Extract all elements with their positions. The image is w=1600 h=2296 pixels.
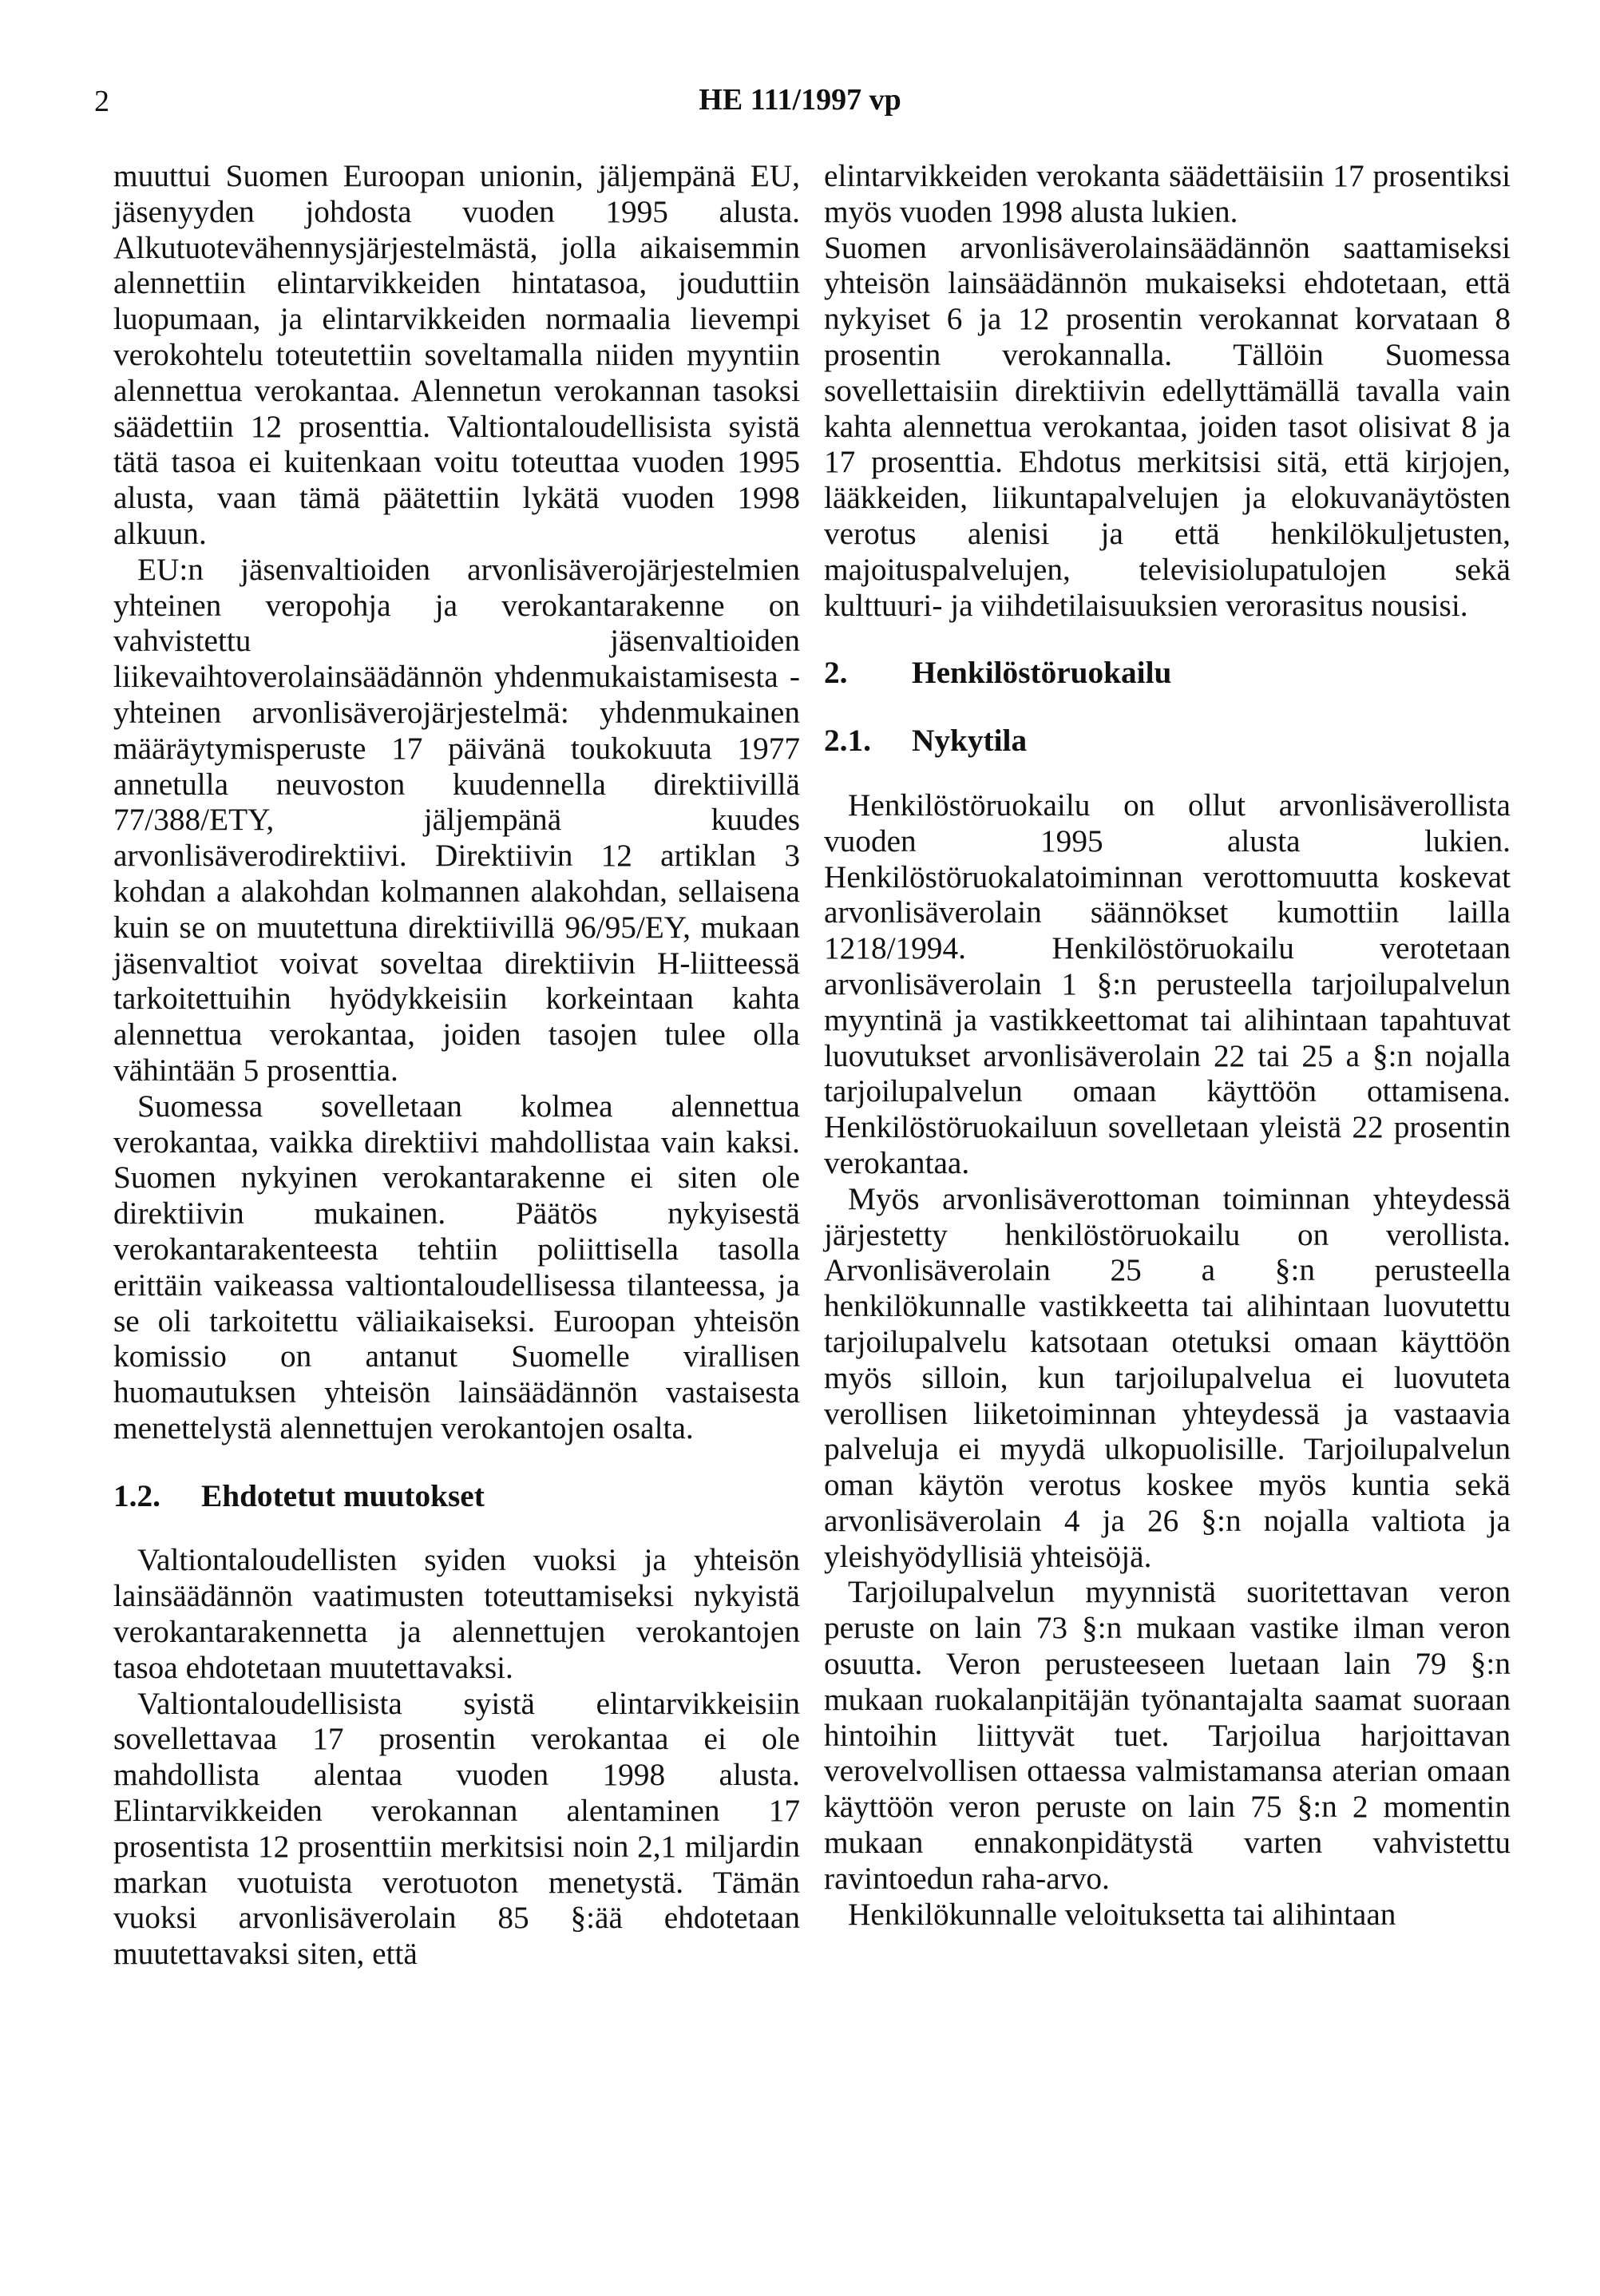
- paragraph: elintarvikkeiden verokanta säädettäisiin 17 prosentiksi myös vuoden 1998 alusta lukien.: [824, 158, 1511, 229]
- left-column: [113, 158, 800, 1972]
- paragraph: Henkilöstöruokailu on ollut arvonlisäverollista vuoden 1995 alusta lukien. Henkilöstöruokalatoiminnan verottomuutta koskevat arvonlisäverolain säännökset kumottiin lailla 1218/1994. Henkilöstöruokailu verotetaan arvonlisäverolain 1 §:n perusteella tarjoilupalvelun myyntinä ja vastikkeettomat tai alihintaan tapahtuvat luovutukset arvonlisäverolain 22 tai 25 a §:n nojalla tarjoilupalvelun omaan käyttöön ottamisena. Henkilöstöruokailuun sovelletaan yleistä 22 prosentin verokantaa.: [824, 787, 1511, 1180]
- paragraph: Henkilökunnalle veloituksetta tai alihintaan: [848, 1896, 1396, 1932]
- paragraph: Valtiontaloudellisista syistä elintarvikkeisiin sovellettavaa 17 prosentin verokantaa ei ole mahdollista alentaa vuoden 1998 alusta. Elintarvikkeiden verokannan alentaminen 17 prosentista 12 prosenttiin merkitsisi noin 2,1 miljardin markan vuotuista verotuoton menetystä. Tämän vuoksi arvonlisäverolain 85 §:ää ehdotetaan muutettavaksi siten, että: [113, 1685, 800, 1972]
- page-number: 2: [94, 85, 109, 118]
- paragraph: Valtiontaloudellisten syiden vuoksi ja yhteisön lainsäädännön vaatimusten toteuttamiseksi nykyistä verokantarakennetta ja alennettujen verokantojen tasoa ehdotetaan muutettavaksi.: [113, 1542, 800, 1685]
- heading-number: 2.1.: [824, 723, 871, 759]
- heading-number: 1.2.: [113, 1477, 160, 1513]
- section-heading-2-1: [824, 723, 1511, 759]
- paragraph: Myös arvonlisäverottoman toiminnan yhteydessä järjestetty henkilöstöruokailu on verollista. Arvonlisäverolain 25 a §:n perusteella henkilökunnalle vastikkeetta tai alihintaan luovutettu tarjoilupalvelu katsotaan otetuksi omaan käyttöön myös silloin, kun tarjoilupalvelua ei luovuteta verollisen liiketoiminnan yhteydessä ja vastaavia palveluja ei myydä ulkopuolisille. Tarjoilupalvelun oman käytön verotus koskee myös kuntia sekä arvonlisäverolain 4 ja 26 §:n nojalla valtiota ja yleishyödyllisiä yhteisöjä.: [824, 1180, 1511, 1574]
- heading-text: Nykytila: [912, 723, 1028, 759]
- paragraph: Suomen arvonlisäverolainsäädännön saattamiseksi yhteisön lainsäädännön mukaiseksi ehdotetaan, että nykyiset 6 ja 12 prosentin verokannat korvataan 8 prosentin verokannalla. Tällöin Suomessa sovellettaisiin direktiivin edellyttämällä tavalla vain kahta alennettua verokantaa, joiden tasot olisivat 8 ja 17 prosenttia. Ehdotus merkitsisi sitä, että kirjojen, lääkkeiden, liikuntapalvelujen ja elokuvanäytösten verotus alenisi ja että henkilökuljetusten, majoituspalvelujen, televisiolupatulojen sekä kulttuuri- ja viihdetilaisuuksien verorasitus nousisi.: [824, 229, 1511, 623]
- heading-text: Henkilöstöruokailu: [912, 655, 1172, 691]
- heading-number: 2.: [824, 655, 848, 691]
- right-column: [824, 158, 1511, 1932]
- paragraph: Suomessa sovelletaan kolmea alennettua verokantaa, vaikka direktiivi mahdollistaa vain kaksi. Suomen nykyinen verokantarakenne ei siten ole direktiivin mukainen. Päätös nykyisestä verokantarakenteesta tehtiin poliittisella tasolla erittäin vaikeassa valtiontaloudellisessa tilanteessa, ja se oli tarkoitettu väliaikaiseksi. Euroopan yhteisön komissio on antanut Suomelle virallisen huomautuksen yhteisön lainsäädännön vastaisesta menettelystä alennettujen verokantojen osalta.: [113, 1088, 800, 1445]
- section-heading-2: [824, 655, 1511, 691]
- paragraph: EU:n jäsenvaltioiden arvonlisäverojärjestelmien yhteinen veropohja ja verokantarakenne on vahvistettu jäsenvaltioiden liikevaihtoverolainsäädännön yhdenmukaistamisesta - yhteinen arvonlisäverojärjestelmä: yhdenmukainen määräytymisperuste 17 päivänä toukokuuta 1977 annetulla neuvoston kuudennella direktiivillä 77/388/ETY, jäljempänä kuudes arvonlisäverodirektiivi. Direktiivin 12 artiklan 3 kohdan a alakohdan kolmannen alakohdan, sellaisena kuin se on muutettuna direktiivillä 96/95/EY, mukaan jäsenvaltiot voivat soveltaa direktiivin H-liitteessä tarkoitettuihin hyödykkeisiin korkeintaan kahta alennettua verokantaa, joiden tasojen tulee olla vähintään 5 prosenttia.: [113, 551, 800, 1088]
- paragraph: Tarjoilupalvelun myynnistä suoritettavan veron peruste on lain 73 §:n mukaan vastike ilman veron osuutta. Veron perusteeseen luetaan lain 79 §:n mukaan ruokalanpitäjän työnantajalta saamat suoraan hintoihin liittyvät tuet. Tarjoilua harjoittavan verovelvollisen ottaessa valmistamansa aterian omaan käyttöön veron peruste on lain 75 §:n 2 momentin mukaan ennakonpidätystä varten vahvistettu ravintoedun raha-arvo.: [824, 1574, 1511, 1896]
- document-id: HE 111/1997 vp: [699, 83, 901, 117]
- paragraph: muuttui Suomen Euroopan unionin, jäljempänä EU, jäsenyyden johdosta vuoden 1995 alusta. Alkutuotevähennysjärjestelmästä, jolla aikaisemmin alennettiin elintarvikkeiden hintatasoa, jouduttiin luopumaan, ja elintarvikkeiden normaalia lievempi verokohtelu toteutettiin soveltamalla niiden myyntiin alennettua verokantaa. Alennetun verokannan tasoksi säädettiin 12 prosenttia. Valtiontaloudellisista syistä tätä tasoa ei kuitenkaan voitu toteuttaa vuoden 1995 alusta, vaan tämä päätettiin lykätä vuoden 1998 alkuun.: [113, 158, 800, 551]
- heading-text: Ehdotetut muutokset: [201, 1477, 485, 1513]
- section-heading-1-2: [113, 1478, 800, 1514]
